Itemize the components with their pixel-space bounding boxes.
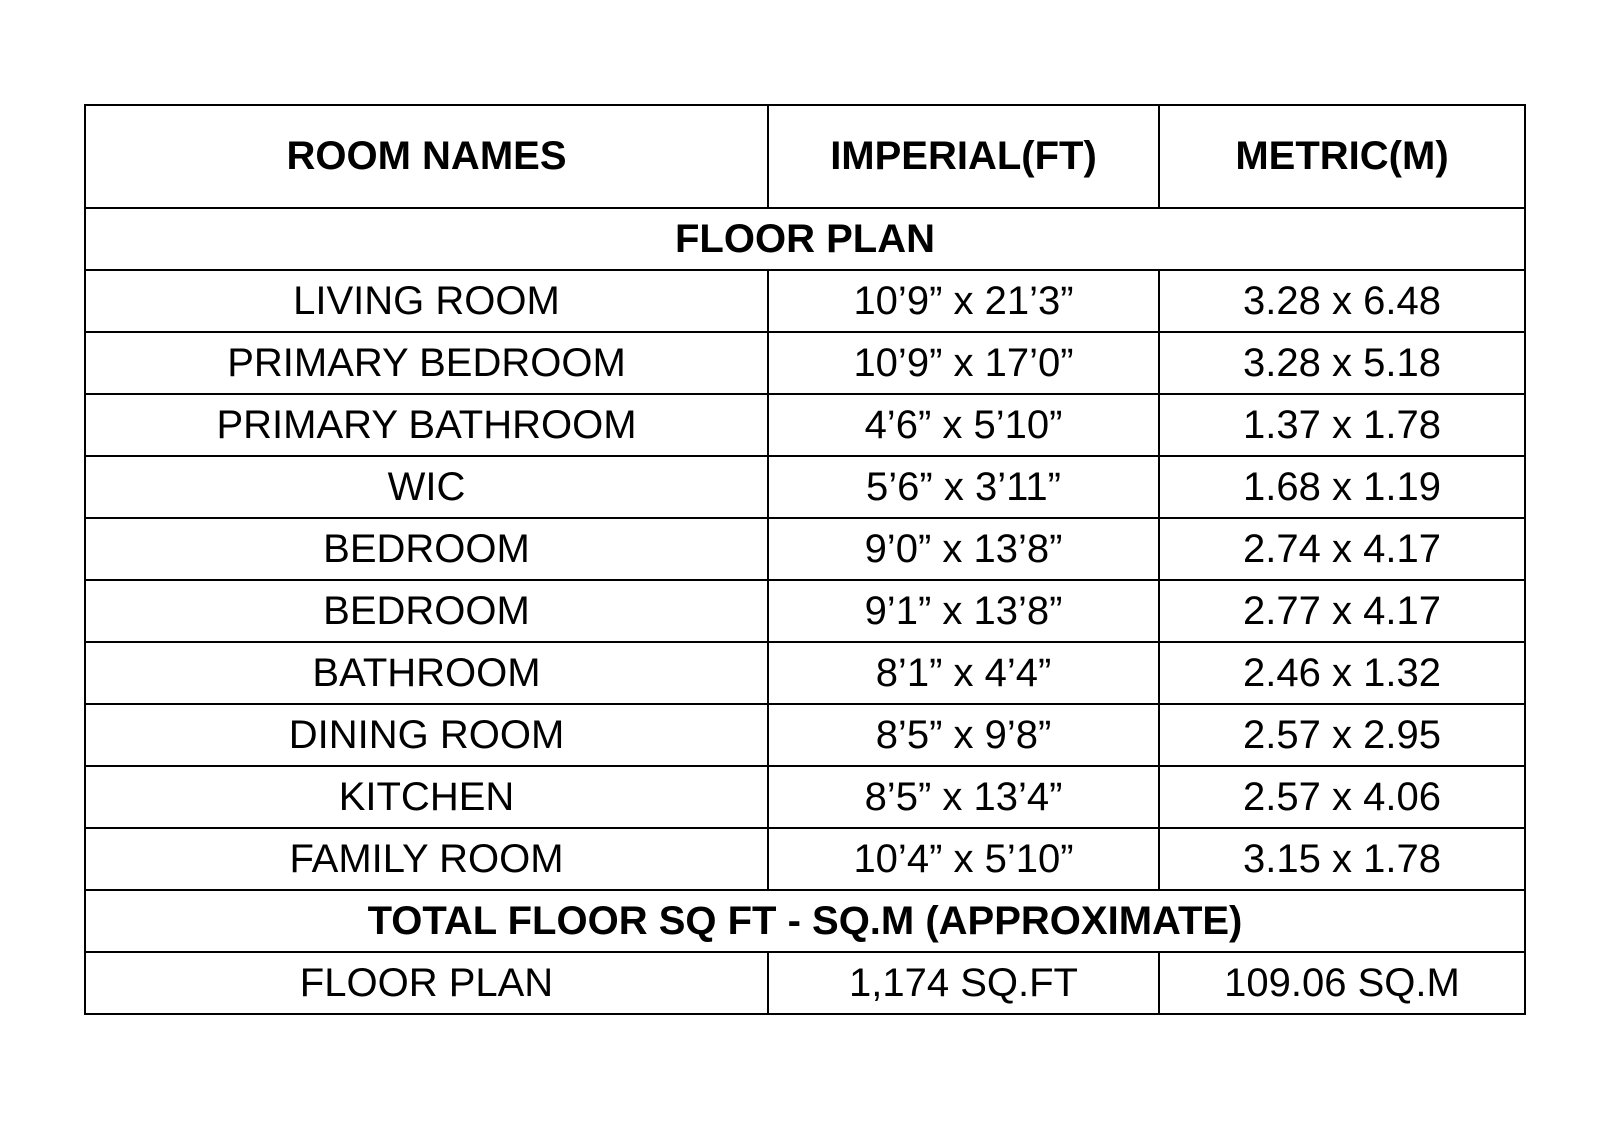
imperial-cell: 8’5” x 13’4” — [768, 766, 1159, 828]
room-name-cell: DINING ROOM — [85, 704, 768, 766]
table-row — [85, 642, 1525, 704]
room-name-cell: LIVING ROOM — [85, 270, 768, 332]
table-row — [85, 766, 1525, 828]
section-title-floor-plan: FLOOR PLAN — [85, 208, 1525, 270]
table-row — [85, 518, 1525, 580]
imperial-cell: 8’1” x 4’4” — [768, 642, 1159, 704]
room-name-cell: BEDROOM — [85, 580, 768, 642]
room-name-cell: WIC — [85, 456, 768, 518]
imperial-cell: 10’4” x 5’10” — [768, 828, 1159, 890]
total-imperial-cell: 1,174 SQ.FT — [768, 952, 1159, 1014]
table-row — [85, 270, 1525, 332]
metric-cell: 2.46 x 1.32 — [1159, 642, 1525, 704]
room-name-cell: PRIMARY BATHROOM — [85, 394, 768, 456]
metric-cell: 2.57 x 2.95 — [1159, 704, 1525, 766]
total-title: TOTAL FLOOR SQ FT - SQ.M (APPROXIMATE) — [85, 890, 1525, 952]
section-row — [85, 208, 1525, 270]
total-title-row — [85, 890, 1525, 952]
total-metric-cell: 109.06 SQ.M — [1159, 952, 1525, 1014]
total-label-cell: FLOOR PLAN — [85, 952, 768, 1014]
header-imperial: IMPERIAL(FT) — [768, 105, 1159, 208]
room-name-cell: FAMILY ROOM — [85, 828, 768, 890]
room-dimensions-table — [84, 104, 1526, 1015]
room-name-cell: BEDROOM — [85, 518, 768, 580]
table-row — [85, 456, 1525, 518]
metric-cell: 3.15 x 1.78 — [1159, 828, 1525, 890]
total-row — [85, 952, 1525, 1014]
table-row — [85, 580, 1525, 642]
metric-cell: 1.37 x 1.78 — [1159, 394, 1525, 456]
imperial-cell: 9’0” x 13’8” — [768, 518, 1159, 580]
metric-cell: 3.28 x 6.48 — [1159, 270, 1525, 332]
metric-cell: 1.68 x 1.19 — [1159, 456, 1525, 518]
imperial-cell: 5’6” x 3’11” — [768, 456, 1159, 518]
imperial-cell: 10’9” x 17’0” — [768, 332, 1159, 394]
table-row — [85, 704, 1525, 766]
room-name-cell: KITCHEN — [85, 766, 768, 828]
imperial-cell: 4’6” x 5’10” — [768, 394, 1159, 456]
imperial-cell: 9’1” x 13’8” — [768, 580, 1159, 642]
header-row — [85, 105, 1525, 208]
imperial-cell: 8’5” x 9’8” — [768, 704, 1159, 766]
metric-cell: 2.74 x 4.17 — [1159, 518, 1525, 580]
header-metric: METRIC(M) — [1159, 105, 1525, 208]
table-row — [85, 332, 1525, 394]
metric-cell: 2.57 x 4.06 — [1159, 766, 1525, 828]
metric-cell: 3.28 x 5.18 — [1159, 332, 1525, 394]
table-row — [85, 394, 1525, 456]
room-name-cell: PRIMARY BEDROOM — [85, 332, 768, 394]
header-room-names: ROOM NAMES — [85, 105, 768, 208]
room-name-cell: BATHROOM — [85, 642, 768, 704]
metric-cell: 2.77 x 4.17 — [1159, 580, 1525, 642]
table-row — [85, 828, 1525, 890]
imperial-cell: 10’9” x 21’3” — [768, 270, 1159, 332]
